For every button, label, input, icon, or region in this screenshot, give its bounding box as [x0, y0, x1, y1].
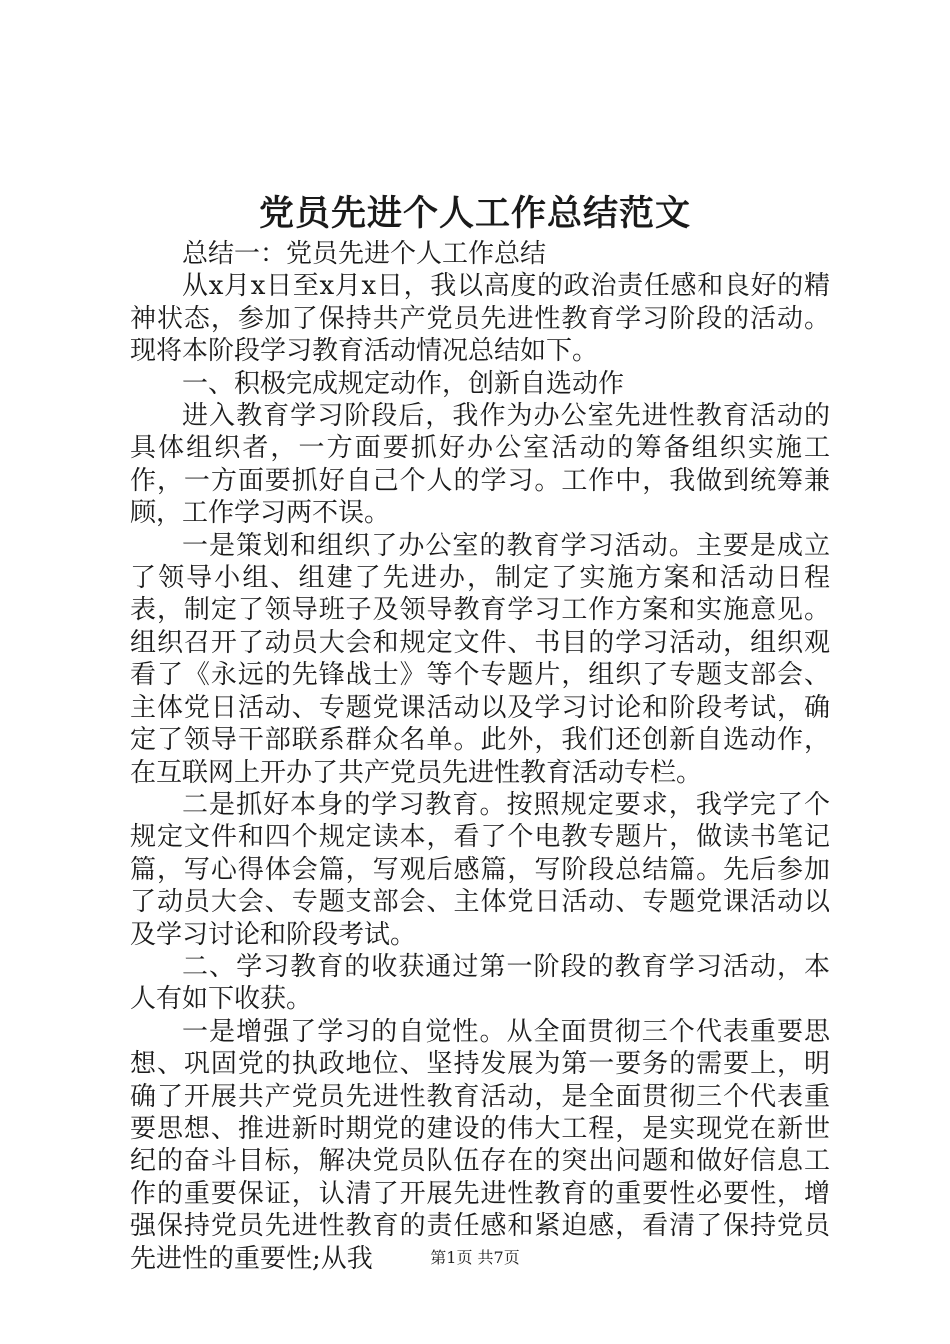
- page-number-footer: 第1页 共7页: [430, 1248, 520, 1267]
- paragraph-section-two-heading: 二、学习教育的收获通过第一阶段的教育学习活动，本人有如下收获。: [130, 951, 830, 1015]
- paragraph-self-study: 二是抓好本身的学习教育。按照规定要求，我学完了个规定文件和四个规定读本，看了个电教专题片，做读书笔记篇，写心得体会篇，写观后感篇，写阶段总结篇。先后参加了动员大会、专题支部会、主体党日活动、专题党课活动以及学习讨论和阶段考试。: [130, 789, 830, 950]
- paragraph-intro: 从x月x日至x月x日，我以高度的政治责任感和良好的精神状态，参加了保持共产党员先进性教育学习阶段的活动。现将本阶段学习教育活动情况总结如下。: [130, 271, 830, 367]
- paragraph-gains: 一是增强了学习的自觉性。从全面贯彻三个代表重要思想、巩固党的执政地位、坚持发展为第一要务的需要上，明确了开展共产党员先进性教育活动，是全面贯彻三个代表重要思想、推进新时期党的建设的伟大工程，是实现党在新世纪的奋斗目标，解决党员队伍存在的突出问题和做好信息工作的重要保证，认清了开展先进性教育的重要性必要性，增强保持党员先进性教育的责任感和紧迫感，看清了保持党员先进性的重要性;从我: [130, 1016, 830, 1274]
- paragraph-summary-heading: 总结一：党员先进个人工作总结: [182, 239, 547, 269]
- paragraph-organize-activities: 一是策划和组织了办公室的教育学习活动。主要是成立了领导小组、组建了先进办，制定了实施方案和活动日程表，制定了领导班子及领导教育学习工作方案和实施意见。组织召开了动员大会和规定文件、书目的学习活动，组织观看了《永远的先锋战士》等个专题片，组织了专题支部会、主体党日活动、专题党课活动以及学习讨论和阶段考试，确定了领导干部联系群众名单。此外，我们还创新自选动作，在互联网上开办了共产党员先进性教育活动专栏。: [130, 530, 830, 788]
- paragraph-section-one-heading: 一、积极完成规定动作，创新自选动作: [182, 368, 625, 399]
- paragraph-study-phase: 进入教育学习阶段后，我作为办公室先进性教育活动的具体组织者，一方面要抓好办公室活动的筹备组织实施工作，一方面要抓好自己个人的学习。工作中，我做到统筹兼顾，工作学习两不误。: [130, 401, 830, 529]
- document-title: 党员先进个人工作总结范文: [258, 193, 691, 234]
- document-body: [130, 238, 830, 1275]
